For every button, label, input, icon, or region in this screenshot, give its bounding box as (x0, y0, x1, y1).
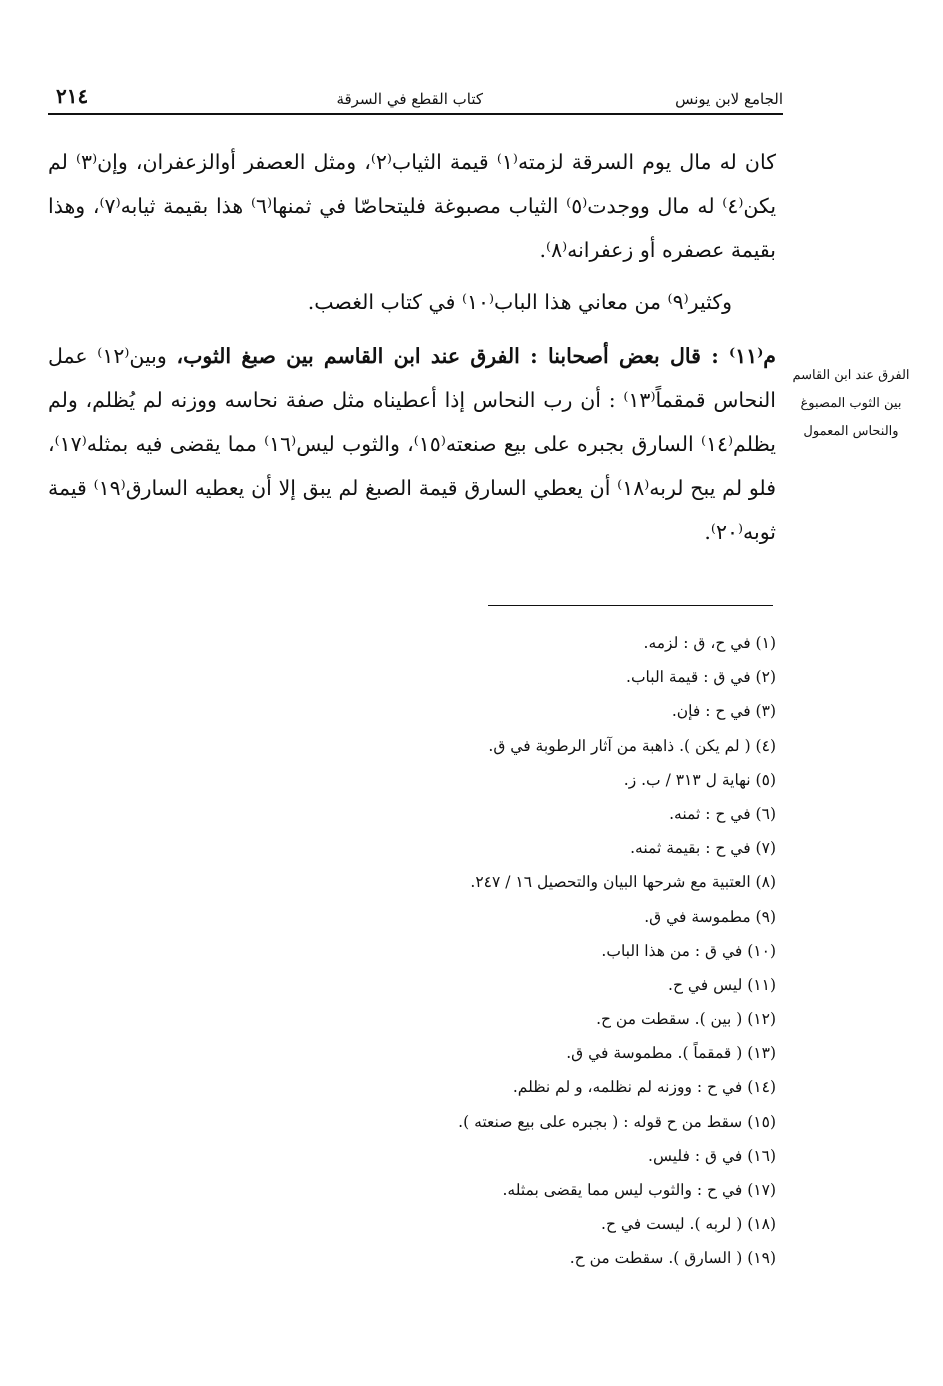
footnote-12: (١٢) ( بين ). سقطت من ح. (596, 1010, 776, 1029)
footnote-7: (٧) في ح : بقيمة ثمنه. (630, 839, 776, 858)
footnote-13: (١٣) ( قمقماً ). مطموسة في ق. (566, 1044, 776, 1063)
section-text: وبين⁽١٢⁾ عمل النحاس قمقماً⁽١٣⁾ : أن رب النحاس إذا أعطيناه مثل صفة نحاسه ووزنه لم يُظلم، ولم يظلم⁽١٤⁾ السارق بجبره على بيع صنعته⁽١٥⁾، والثوب ليس⁽١٦⁾ مما يقضى فيه بمثله⁽١٧⁾، فلو لم يبح لربه⁽١٨⁾ أن يعطي السارق قيمة الصبغ لم يبق إلا أن يعطيه السارق⁽١٩⁾ قيمة ثوبه⁽٢٠⁾. (48, 344, 777, 544)
section-paragraph (48, 334, 776, 554)
footnote-11: (١١) ليس في ح. (668, 975, 776, 994)
book-title: الجامع لابن يونس (675, 90, 783, 108)
footnote-17: (١٧) في ح : والثوب ليس مما يقضى بمثله. (502, 1181, 776, 1199)
footnote-2: (٢) في ق : قيمة الباب. (626, 668, 776, 687)
page-number: ٢١٤ (56, 84, 89, 108)
footnote-18: (١٨) ( لربه ). ليست في ح. (601, 1215, 776, 1234)
footnote-6: (٦) في ح : ثمنه. (669, 804, 776, 823)
footnote-15: (١٥) سقط من ح قوله : ( بجبره على بيع صنعته ). (458, 1112, 776, 1131)
margin-note-line: والنحاس المعمول (803, 424, 899, 439)
footnote-4: (٤) ( لم يكن ). ذاهبة من آثار الرطوبة في ق. (488, 736, 776, 755)
footnote-10: (١٠) في ق : من هذا الباب. (601, 941, 776, 960)
footnote-5: (٥) نهاية ل ٣١٣ / ب. ز. (623, 770, 776, 789)
footnotes (100, 626, 776, 1276)
footnote-19: (١٩) ( السارق ). سقطت من ح. (569, 1249, 776, 1268)
margin-note-line: الفرق عند ابن القاسم (792, 368, 910, 383)
running-header (48, 84, 783, 112)
paragraph-1: كان له مال يوم السرقة لزمته⁽١⁾ قيمة الثياب⁽٢⁾، ومثل العصفر أوالزعفران، وإن⁽٣⁾ لم يكن⁽٤⁾ له مال ووجدت⁽٥⁾ الثياب مصبوغة فليتحاصّا في ثمنها⁽٦⁾ هذا بقيمة ثيابه⁽٧⁾، وهذا بقيمة عصفره أو زعفرانه⁽٨⁾. (48, 150, 777, 262)
chapter-title: كتاب القطع في السرقة (336, 90, 483, 108)
footnote-3: (٣) في ح : فإن. (671, 702, 776, 721)
margin-note-line: بين الثوب المصبوغ (800, 396, 902, 411)
footnote-14: (١٤) في ح : ووزنه لم نظلمه، و لم نظلم. (512, 1078, 776, 1097)
footnote-8: (٨) العتبية مع شرحها البيان والتحصيل ١٦ / ٢٤٧. (470, 873, 776, 892)
main-text (48, 140, 776, 554)
paragraph-2: وكثير⁽٩⁾ من معاني هذا الباب⁽١٠⁾ في كتاب الغصب. (307, 290, 732, 314)
footnote-9: (٩) مطموسة في ق. (644, 907, 776, 926)
footnote-16: (١٦) في ق : فليس. (648, 1146, 776, 1165)
footnote-rule (488, 605, 773, 606)
section-heading: م⁽١١⁾ : قال بعض أصحابنا : الفرق عند ابن القاسم بين صبغ الثوب، (176, 344, 776, 368)
margin-note (792, 362, 910, 446)
footnote-1: (١) في ح، ق : لزمه. (643, 634, 776, 652)
header-rule (48, 113, 783, 115)
